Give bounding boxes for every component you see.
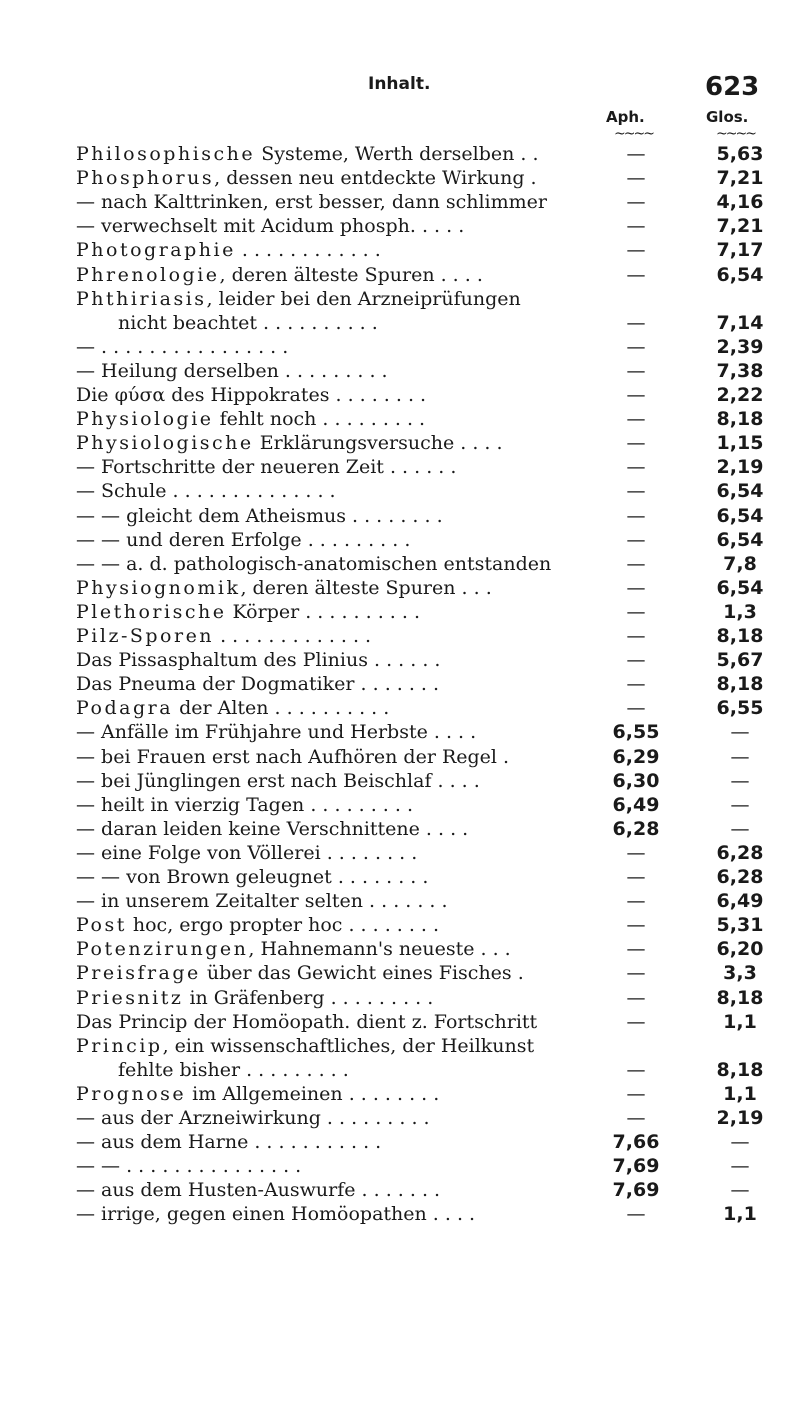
index-entry <box>0 1035 800 1058</box>
entry-text: Die φύσα des Hippokrates . . . . . . . . <box>76 384 427 406</box>
entry-aph-ref: — <box>626 167 646 190</box>
entry-text: Podagra der Alten . . . . . . . . . . <box>76 697 390 720</box>
entry-aph-ref: 6,55 <box>612 721 660 744</box>
entry-text: Phrenologie, deren älteste Spuren . . . . <box>76 263 483 286</box>
index-entry <box>0 673 800 696</box>
index-entry <box>0 1059 800 1082</box>
column-header-aph: Aph. <box>606 108 645 126</box>
index-entry <box>0 601 800 624</box>
entry-glos-ref: 6,54 <box>716 263 764 286</box>
entry-glos-ref: 8,18 <box>716 1058 764 1081</box>
index-entry <box>0 288 800 311</box>
entry-glos-ref: 1,1 <box>723 1203 757 1226</box>
index-entry <box>0 1179 800 1202</box>
entry-aph-ref: 7,69 <box>612 1155 660 1178</box>
entry-glos-ref: 5,63 <box>716 143 764 165</box>
entry-glos-ref: — <box>730 1179 750 1202</box>
entry-text: — . . . . . . . . . . . . . . . . <box>76 335 289 358</box>
entry-text: — aus dem Harne . . . . . . . . . . . <box>76 1131 382 1154</box>
entry-text: Phthiriasis, leider bei den Arzneiprüfungen <box>76 287 521 310</box>
entry-text: — aus dem Husten-Auswurfe . . . . . . . <box>76 1179 441 1202</box>
entry-aph-ref: — <box>626 986 646 1009</box>
entry-glos-ref: 8,18 <box>716 408 764 431</box>
entry-glos-ref: 2,39 <box>716 335 764 358</box>
entry-glos-ref: 7,21 <box>716 215 764 238</box>
entry-glos-ref: 2,22 <box>716 384 764 406</box>
index-entry <box>0 312 800 335</box>
entry-glos-ref: 1,1 <box>723 1010 757 1033</box>
entry-glos-ref: 8,18 <box>716 986 764 1009</box>
entry-text: Das Pneuma der Dogmatiker . . . . . . . <box>76 673 440 696</box>
entry-text: Philosophische Systeme, Werth derselben . . <box>76 143 539 165</box>
entry-aph-ref: — <box>626 673 646 696</box>
index-entry <box>0 167 800 190</box>
entry-glos-ref: 6,55 <box>716 697 764 720</box>
index-entry <box>0 577 800 600</box>
entry-text: — in unserem Zeitalter selten . . . . . . . <box>76 890 448 913</box>
entry-aph-ref: — <box>626 576 646 599</box>
entry-aph-ref: — <box>626 625 646 647</box>
entry-aph-ref: — <box>626 1058 646 1081</box>
column-header-glos: Glos. <box>706 108 749 126</box>
entry-glos-ref: 6,54 <box>716 528 764 551</box>
entry-text: — irrige, gegen einen Homöopathen . . . . <box>76 1203 476 1226</box>
entry-text: — bei Frauen erst nach Aufhören der Regel . <box>76 745 510 768</box>
entry-glos-ref: 3,3 <box>723 962 757 985</box>
index-entry <box>0 1107 800 1130</box>
entry-glos-ref: 6,28 <box>716 841 764 864</box>
index-entry <box>0 1155 800 1178</box>
index-entry <box>0 938 800 961</box>
entry-aph-ref: — <box>626 528 646 551</box>
entry-aph-ref: — <box>626 938 646 961</box>
entry-text: — aus der Arzneiwirkung . . . . . . . . . <box>76 1107 430 1129</box>
entry-text: — nach Kalttrinken, erst besser, dann schlimmer <box>76 191 547 214</box>
entry-glos-ref: 6,54 <box>716 504 764 527</box>
entry-aph-ref: — <box>626 866 646 888</box>
entry-text: — — a. d. pathologisch-anatomischen entstanden <box>76 552 552 575</box>
entry-glos-ref: — <box>730 745 750 768</box>
index-entry <box>0 866 800 889</box>
index-entry <box>0 456 800 479</box>
entry-aph-ref: 6,49 <box>612 793 660 816</box>
entry-aph-ref: — <box>626 263 646 286</box>
index-entry <box>0 191 800 214</box>
entry-aph-ref: — <box>626 552 646 575</box>
entry-glos-ref: — <box>730 1131 750 1154</box>
entry-glos-ref: 6,28 <box>716 866 764 888</box>
entry-text: — eine Folge von Völlerei . . . . . . . . <box>76 841 418 864</box>
index-entry <box>0 794 800 817</box>
entry-aph-ref: — <box>626 1107 646 1129</box>
index-entry <box>0 818 800 841</box>
entry-glos-ref: 6,20 <box>716 938 764 961</box>
entry-aph-ref: — <box>626 1010 646 1033</box>
index-entry <box>0 239 800 262</box>
index-entry <box>0 697 800 720</box>
entry-glos-ref: — <box>730 721 750 744</box>
index-entry <box>0 890 800 913</box>
index-entry <box>0 1203 800 1226</box>
entry-aph-ref: 7,69 <box>612 1179 660 1202</box>
entry-glos-ref: — <box>730 769 750 792</box>
entry-aph-ref: 6,30 <box>612 769 660 792</box>
index-entry <box>0 143 800 166</box>
entry-aph-ref: — <box>626 962 646 985</box>
entry-text: Pilz-Sporen . . . . . . . . . . . . . <box>76 625 372 647</box>
entry-aph-ref: — <box>626 456 646 479</box>
entry-text: Potenzirungen, Hahnemann's neueste . . . <box>76 938 511 961</box>
entry-aph-ref: — <box>626 1082 646 1105</box>
entry-aph-ref: — <box>626 504 646 527</box>
index-entry <box>0 529 800 552</box>
entry-aph-ref: — <box>626 841 646 864</box>
entry-text: — verwechselt mit Acidum phosph. . . . . <box>76 215 465 238</box>
index-entry <box>0 914 800 937</box>
entry-text: Phosphorus, dessen neu entdeckte Wirkung . <box>76 167 537 190</box>
entry-text: — Heilung derselben . . . . . . . . . <box>76 359 388 382</box>
entry-text: Physiologie fehlt noch . . . . . . . . . <box>76 408 426 431</box>
entry-text: Das Pissasphaltum des Plinius . . . . . . <box>76 649 441 672</box>
running-header-title: Inhalt. <box>368 74 431 94</box>
index-entry <box>0 360 800 383</box>
index-entry <box>0 1011 800 1034</box>
entry-aph-ref: — <box>626 914 646 937</box>
entry-text: — bei Jünglingen erst nach Beischlaf . . . . <box>76 769 480 792</box>
entry-text: — — . . . . . . . . . . . . . . . <box>76 1155 302 1178</box>
entry-glos-ref: 5,67 <box>716 649 764 672</box>
index-entry <box>0 962 800 985</box>
index-entry <box>0 770 800 793</box>
entry-aph-ref: — <box>626 890 646 913</box>
entry-glos-ref: 7,38 <box>716 359 764 382</box>
entry-aph-ref: 6,29 <box>612 745 660 768</box>
entry-glos-ref: 7,8 <box>723 552 757 575</box>
entry-glos-ref: 5,31 <box>716 914 764 937</box>
index-entry <box>0 480 800 503</box>
index-entry <box>0 649 800 672</box>
entry-glos-ref: 6,54 <box>716 576 764 599</box>
index-entry <box>0 746 800 769</box>
entry-glos-ref: 1,3 <box>723 600 757 623</box>
entry-text: — — gleicht dem Atheismus . . . . . . . . <box>76 504 443 527</box>
entry-aph-ref: — <box>626 359 646 382</box>
index-entry <box>0 336 800 359</box>
entry-aph-ref: — <box>626 408 646 431</box>
index-entry <box>0 1083 800 1106</box>
entry-aph-ref: — <box>626 384 646 406</box>
entry-aph-ref: — <box>626 480 646 503</box>
entry-glos-ref: 1,15 <box>716 432 764 455</box>
index-entry <box>0 264 800 287</box>
index-entry <box>0 987 800 1010</box>
entry-glos-ref: 2,19 <box>716 456 764 479</box>
index-entry <box>0 721 800 744</box>
entry-text: — heilt in vierzig Tagen . . . . . . . . . <box>76 793 414 816</box>
entry-aph-ref: — <box>626 432 646 455</box>
entry-text: Physiologische Erklärungsversuche . . . . <box>76 432 503 455</box>
entry-glos-ref: 8,18 <box>716 673 764 696</box>
index-entry <box>0 842 800 865</box>
entry-aph-ref: — <box>626 697 646 720</box>
entry-text: Post hoc, ergo propter hoc . . . . . . . . <box>76 914 440 937</box>
entry-text: — — von Brown geleugnet . . . . . . . . <box>76 866 429 888</box>
entry-text: Plethorische Körper . . . . . . . . . . <box>76 600 420 623</box>
entry-text: Das Princip der Homöopath. dient z. Fortschritt <box>76 1010 538 1033</box>
entry-glos-ref: 6,54 <box>716 480 764 503</box>
entry-text: — Fortschritte der neueren Zeit . . . . . . <box>76 456 457 479</box>
entry-glos-ref: — <box>730 1155 750 1178</box>
entry-aph-ref: 7,66 <box>612 1131 660 1154</box>
entry-aph-ref: — <box>626 335 646 358</box>
entry-text: Prognose im Allgemeinen . . . . . . . . <box>76 1082 440 1105</box>
entry-aph-ref: — <box>626 191 646 214</box>
page-number: 623 <box>705 72 760 102</box>
index-entry <box>0 215 800 238</box>
index-entry <box>0 1131 800 1154</box>
entry-aph-ref: — <box>626 239 646 262</box>
entry-glos-ref: — <box>730 817 750 840</box>
entry-text: Photographie . . . . . . . . . . . . <box>76 239 381 262</box>
index-entry <box>0 553 800 576</box>
index-entry <box>0 625 800 648</box>
index-entry <box>0 408 800 431</box>
entry-aph-ref: — <box>626 215 646 238</box>
entry-aph-ref: — <box>626 600 646 623</box>
column-ornament-glos: ~~~~ <box>716 126 755 142</box>
entry-glos-ref: — <box>730 793 750 816</box>
entry-glos-ref: 7,14 <box>716 311 764 334</box>
entry-glos-ref: 4,16 <box>716 191 764 214</box>
entry-text: nicht beachtet . . . . . . . . . . <box>118 311 378 334</box>
entry-glos-ref: 8,18 <box>716 625 764 647</box>
entry-text: Preisfrage über das Gewicht eines Fisches . <box>76 962 524 985</box>
entry-text: — — und deren Erfolge . . . . . . . . . <box>76 528 411 551</box>
entry-glos-ref: 1,1 <box>723 1082 757 1105</box>
entry-text: — Anfälle im Frühjahre und Herbste . . . . <box>76 721 477 744</box>
index-entry <box>0 384 800 407</box>
index-entry <box>0 432 800 455</box>
entry-aph-ref: 6,28 <box>612 817 660 840</box>
entry-glos-ref: 6,49 <box>716 890 764 913</box>
entry-aph-ref: — <box>626 311 646 334</box>
entry-text: — daran leiden keine Verschnittene . . . . <box>76 817 469 840</box>
entry-aph-ref: — <box>626 649 646 672</box>
entry-text: fehlte bisher . . . . . . . . . <box>118 1058 349 1081</box>
index-entry <box>0 505 800 528</box>
entry-glos-ref: 2,19 <box>716 1107 764 1129</box>
entry-text: — Schule . . . . . . . . . . . . . . <box>76 480 336 503</box>
entry-text: Princip, ein wissenschaftliches, der Heilkunst <box>76 1034 535 1057</box>
entry-aph-ref: — <box>626 143 646 165</box>
entry-text: Priesnitz in Gräfenberg . . . . . . . . . <box>76 986 434 1009</box>
entry-glos-ref: 7,17 <box>716 239 764 262</box>
entry-glos-ref: 7,21 <box>716 167 764 190</box>
entry-aph-ref: — <box>626 1203 646 1226</box>
column-ornament-aph: ~~~~ <box>614 126 653 142</box>
entry-text: Physiognomik, deren älteste Spuren . . . <box>76 576 492 599</box>
